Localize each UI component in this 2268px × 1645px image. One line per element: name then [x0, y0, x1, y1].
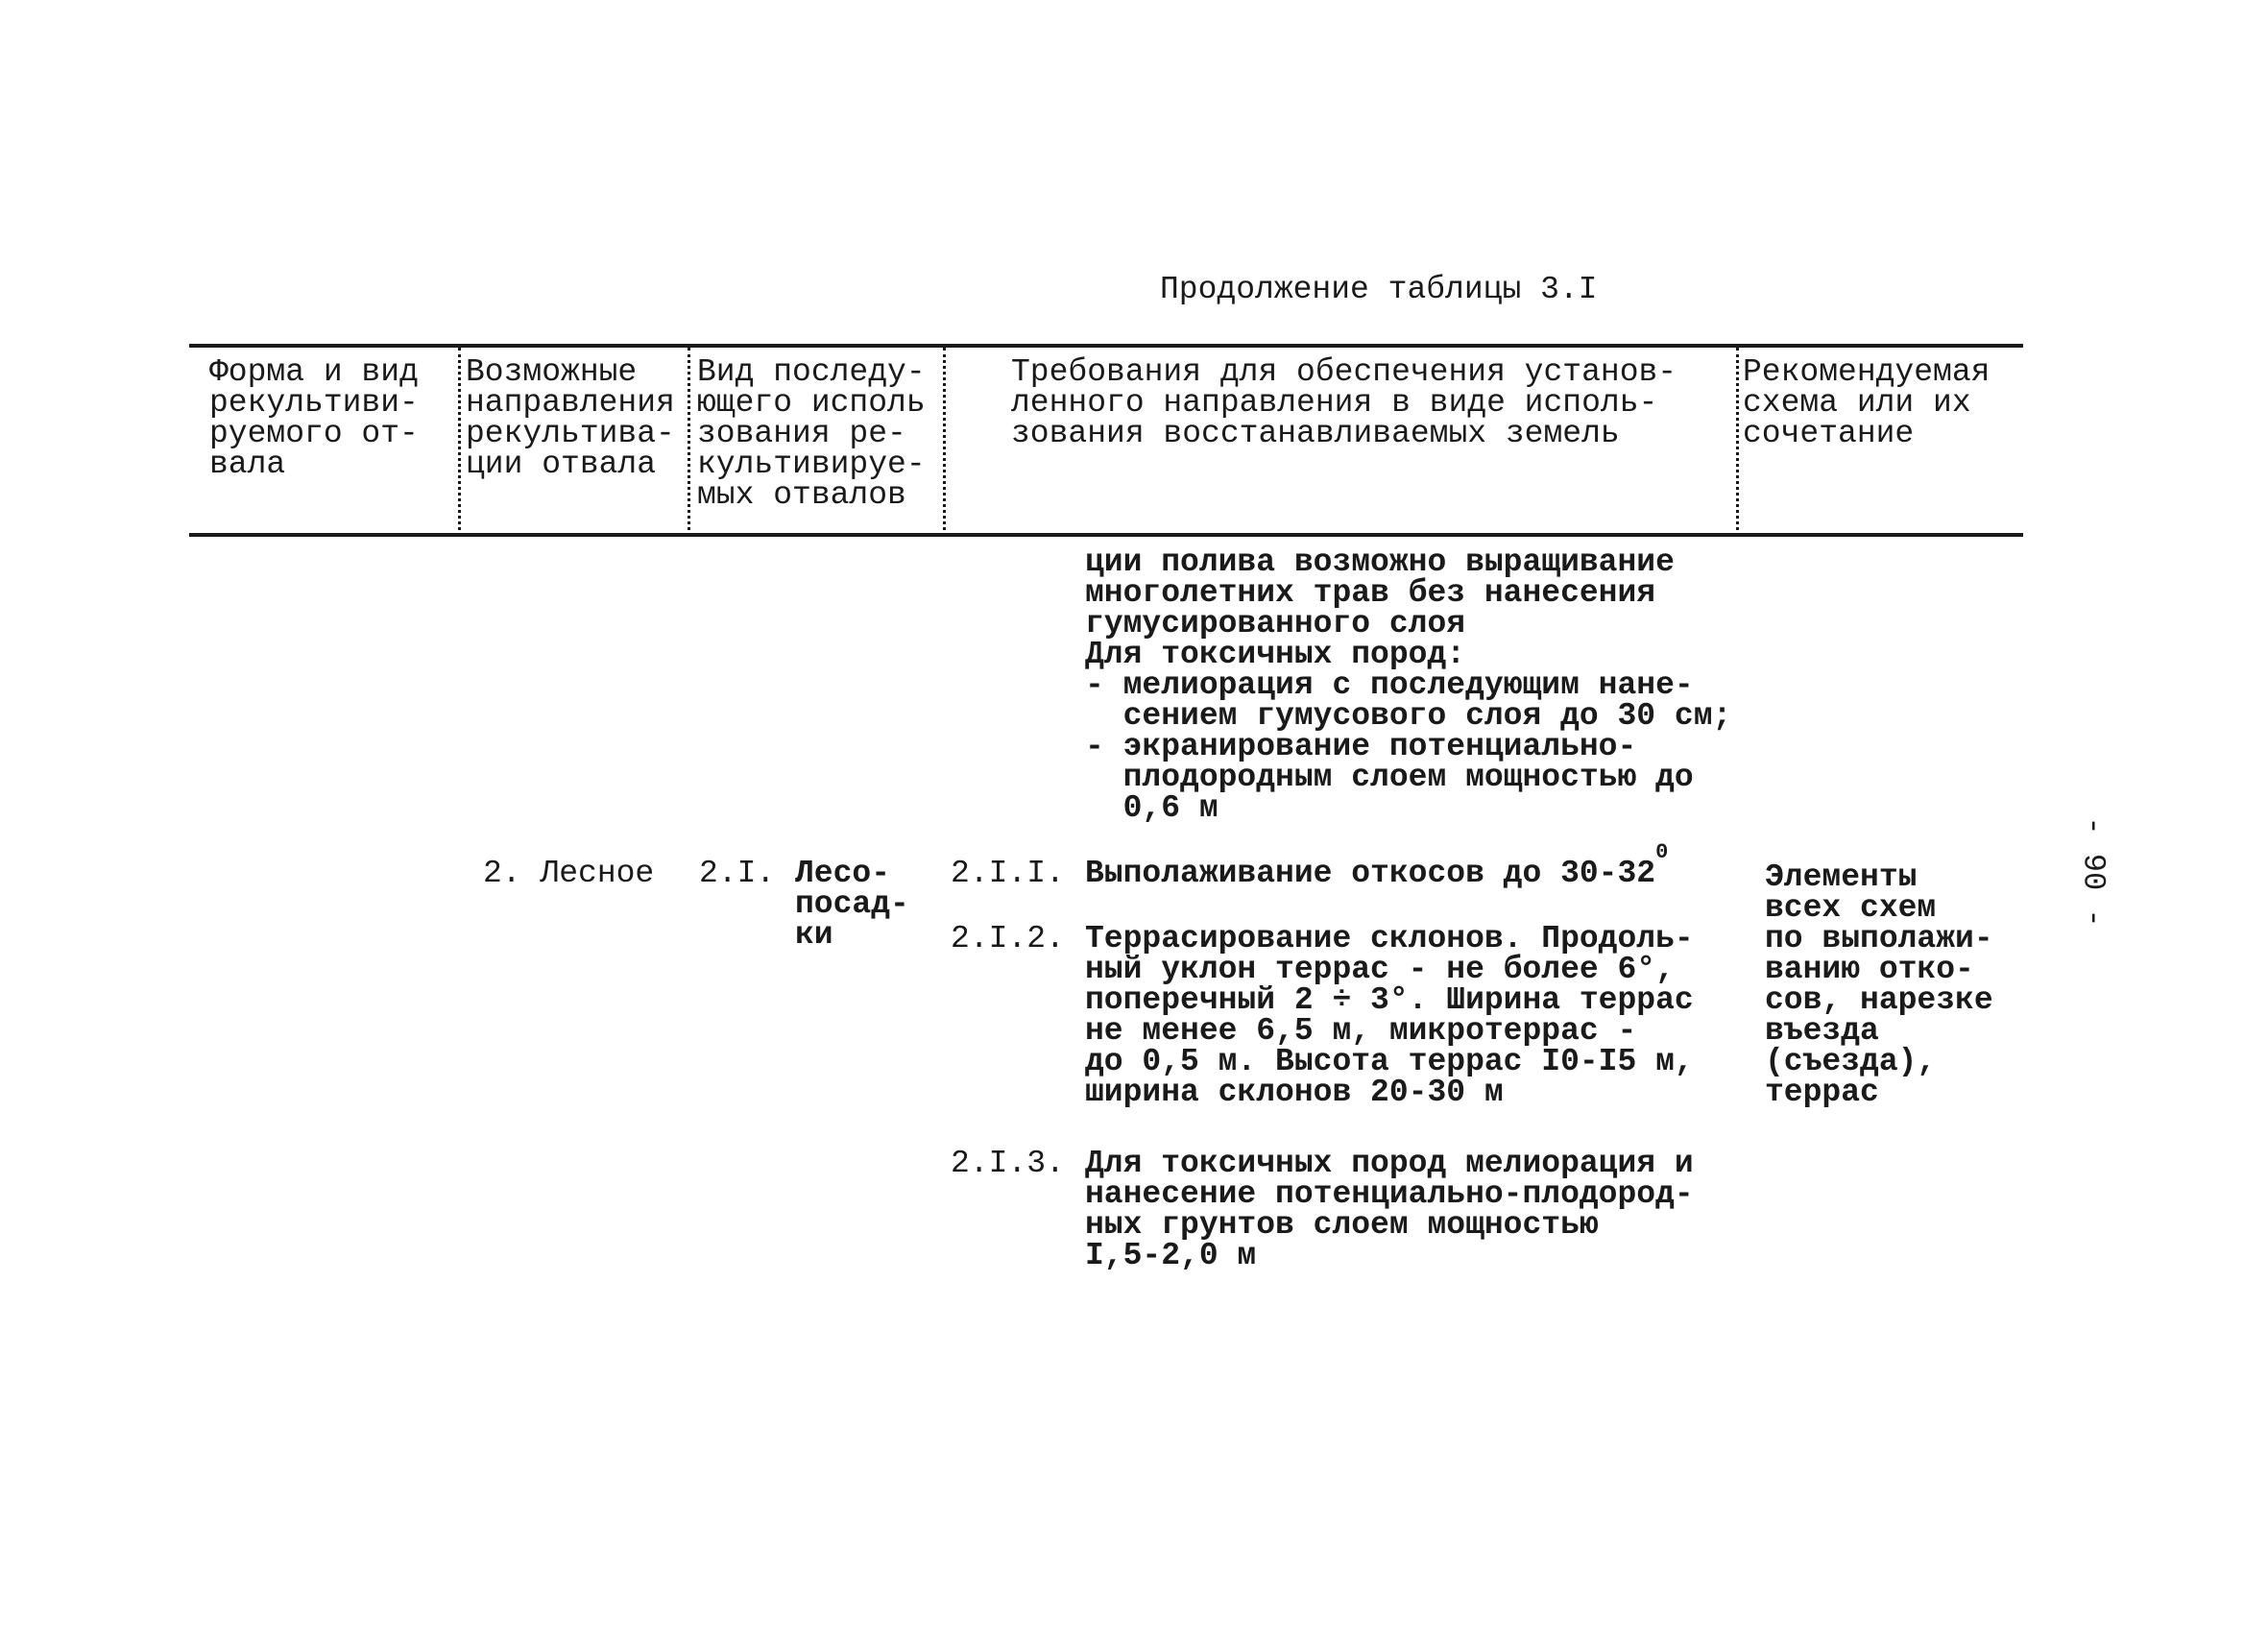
requirement-text	[1085, 840, 1669, 891]
requirements-continuation: ции полива возможно выращивание многолетних трав без нанесения гумусированного слоя Для токсичных пород: - мелиорация с последующим нане- сением гумусового слоя до 30 см; - экранирование потенциально- плодородным слоем мощностью до 0,6 м	[1085, 544, 1732, 826]
requirement-text: Для токсичных пород мелиорация и нанесение потенциально-плодород- ных грунтов слоем мощностью I,5-2,0 м	[1085, 1146, 1694, 1273]
column-separator-1	[458, 348, 461, 530]
column-separator-4	[1736, 348, 1739, 530]
requirement-number: 2.I.3.	[951, 1146, 1065, 1181]
scheme-cell: Элементы всех схем по выполажи- ванию отко- сов, нарезке въезда (съезда), террас	[1765, 859, 1993, 1110]
degree-superscript: 0	[1655, 840, 1669, 864]
header-requirements: Требования для обеспечения установ- ленного направления в виде исполь- зования восстанавливаемых земель	[1011, 354, 1677, 451]
requirement-number: 2.I.2.	[951, 921, 1065, 956]
column-separator-2	[688, 348, 690, 530]
requirement-text-main: Выполаживание откосов до 30-32	[1085, 856, 1656, 891]
header-possible-directions: Возможные направления рекультива- ции отвала	[466, 354, 675, 482]
requirement-text: Террасирование склонов. Продоль- ный уклон террас - не более 6°, поперечный 2 ÷ 3°. Ширина террас не менее 6,5 м, микротеррас - до 0,5 м. Высота террас I0-I5 м, ширина склонов 20-30 м	[1085, 921, 1694, 1110]
page-number: - 90 -	[2075, 816, 2111, 928]
use-number: 2.I.	[699, 856, 776, 891]
header-subsequent-use: Вид последу- ющего исполь зования ре- культивируе- мых отвалов	[697, 354, 926, 513]
header-bottom-rule	[189, 533, 2023, 537]
column-separator-3	[943, 348, 946, 530]
header-form-and-type: Форма и вид рекультиви- руемого от- вала	[209, 354, 419, 482]
use-name: Лесо- посад- ки	[795, 856, 909, 953]
direction-cell: 2. Лесное	[483, 856, 655, 891]
header-top-rule	[189, 344, 2023, 348]
table-caption: Продолжение таблицы 3.I	[1160, 272, 1598, 307]
header-recommended-scheme: Рекомендуемая схема или их сочетание	[1743, 354, 1991, 451]
requirement-number: 2.I.I.	[951, 856, 1065, 891]
